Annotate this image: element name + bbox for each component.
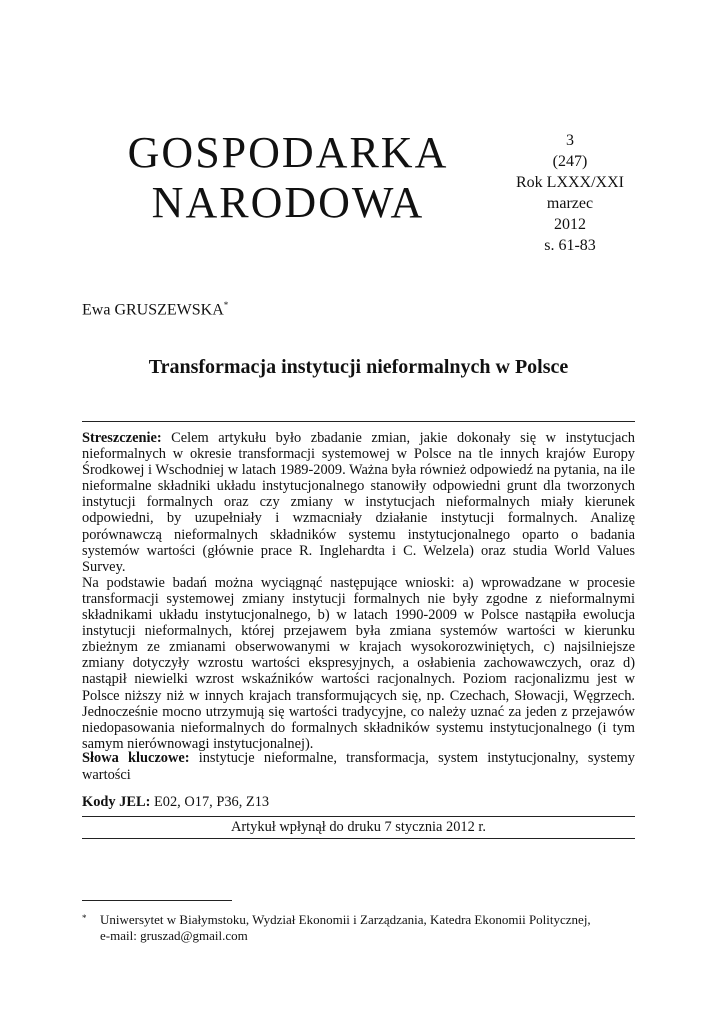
- footnote-rule: [82, 900, 232, 901]
- author-footnote-mark: *: [223, 300, 229, 310]
- jel-label: Kody JEL:: [82, 794, 151, 810]
- footnote-line-1: Uniwersytet w Białymstoku, Wydział Ekonomii i Zarządzania, Katedra Ekonomii Politycznej,: [100, 912, 591, 927]
- author-last-name: GRUSZEWSKA: [114, 301, 224, 319]
- issue-year: 2012: [554, 216, 586, 233]
- jel-codes: [82, 794, 635, 811]
- abstract: [82, 430, 635, 752]
- abstract-paragraph-1: [82, 430, 635, 575]
- journal-title: [98, 128, 478, 228]
- journal-title-line1: GOSPODARKA: [127, 128, 449, 177]
- abstract-paragraph-2: Na podstawie badań można wyciągnąć następujące wnioski: a) wprowadzane w procesie transformacji systemowej zmiany instytucji formalnych nie były zgodne z nieformalnymi składnikami układu instytucjonalnego, b) w latach 1990-2009 w Polsce nastąpiła ewolucja instytucji nieformalnych, której przejawem była zmiana systemów wartości w kierunku zbieżnym ze zmianami obserwowanymi w krajach wysokorozwiniętych, c) najsilniejsze zmiany dotyczyły wzrostu wartości ekspresyjnych, a osłabienia zachowawczych, oraz d) nastąpił niewielki wzrost wskaźników wartości racjonalnych. Poziom racjonalizmu jest w Polsce niższy niż w innych krajach transformujących się, np. Czechach, Słowacji, Węgrzech. Jednocześnie mocno utrzymują się wartości tradycyjne, co należy uznać za jeden z przejawów niedopasowania nieformalnych do formalnych składników systemu instytucjonalnego (i tym samym nierównowagi instytucjonalnej).: [82, 574, 635, 752]
- issue-pages: s. 61-83: [544, 237, 596, 254]
- keywords-text: instytucje nieformalne, transformacja, system instytucjonalny, systemy wartości: [82, 750, 635, 783]
- abstract-label: Streszczenie:: [82, 430, 162, 446]
- abstract-top-rule: [82, 421, 635, 422]
- footnote-mark: *: [82, 913, 87, 923]
- received-top-rule: [82, 816, 635, 817]
- footnote: [82, 912, 635, 944]
- issue-cumulative: (247): [552, 153, 588, 170]
- issue-month: marzec: [546, 195, 594, 212]
- issue-number: 3: [566, 132, 574, 149]
- jel-text: E02, O17, P36, Z13: [153, 794, 270, 810]
- footnote-line-2: e-mail: gruszad@gmail.com: [100, 928, 248, 943]
- received-date: Artykuł wpłynął do druku 7 stycznia 2012 r.: [231, 819, 486, 835]
- keywords: [82, 750, 635, 783]
- issue-info: [505, 130, 635, 256]
- received-bottom-rule: [82, 838, 635, 839]
- article-title: Transformacja instytucji nieformalnych w Polsce: [148, 356, 569, 378]
- issue-year-volume: Rok LXXX/XXI: [516, 174, 624, 191]
- abstract-text-1: Celem artykułu było zbadanie zmian, jakie dokonały się w instytucjach nieformalnych w okresie transformacji systemowej w Polsce na tle innych krajów Europy Środkowej i Wschodniej w latach 1989-2009. Ważna była również odpowiedź na pytania, na ile nieformalne składniki układu instytucjonalnego stanowiły odpowiedni grunt dla tworzonych instytucji formalnych oraz czy zmiany w instytucjach nieformalnych miały kierunek odpowiedni, by uzupełniały i wzmacniały działanie instytucji formalnych. Analizę porównawczą nieformalnych składników systemu instytucjonalnego oparto o badania systemów wartości (głównie prace R. Inglehardta i C. Welzela) oraz studia World Values Survey.: [82, 430, 635, 575]
- author-first-name: Ewa: [82, 301, 111, 319]
- author-line: [82, 300, 228, 319]
- journal-title-line2: NARODOWA: [151, 178, 425, 227]
- keywords-label: Słowa kluczowe:: [82, 750, 190, 766]
